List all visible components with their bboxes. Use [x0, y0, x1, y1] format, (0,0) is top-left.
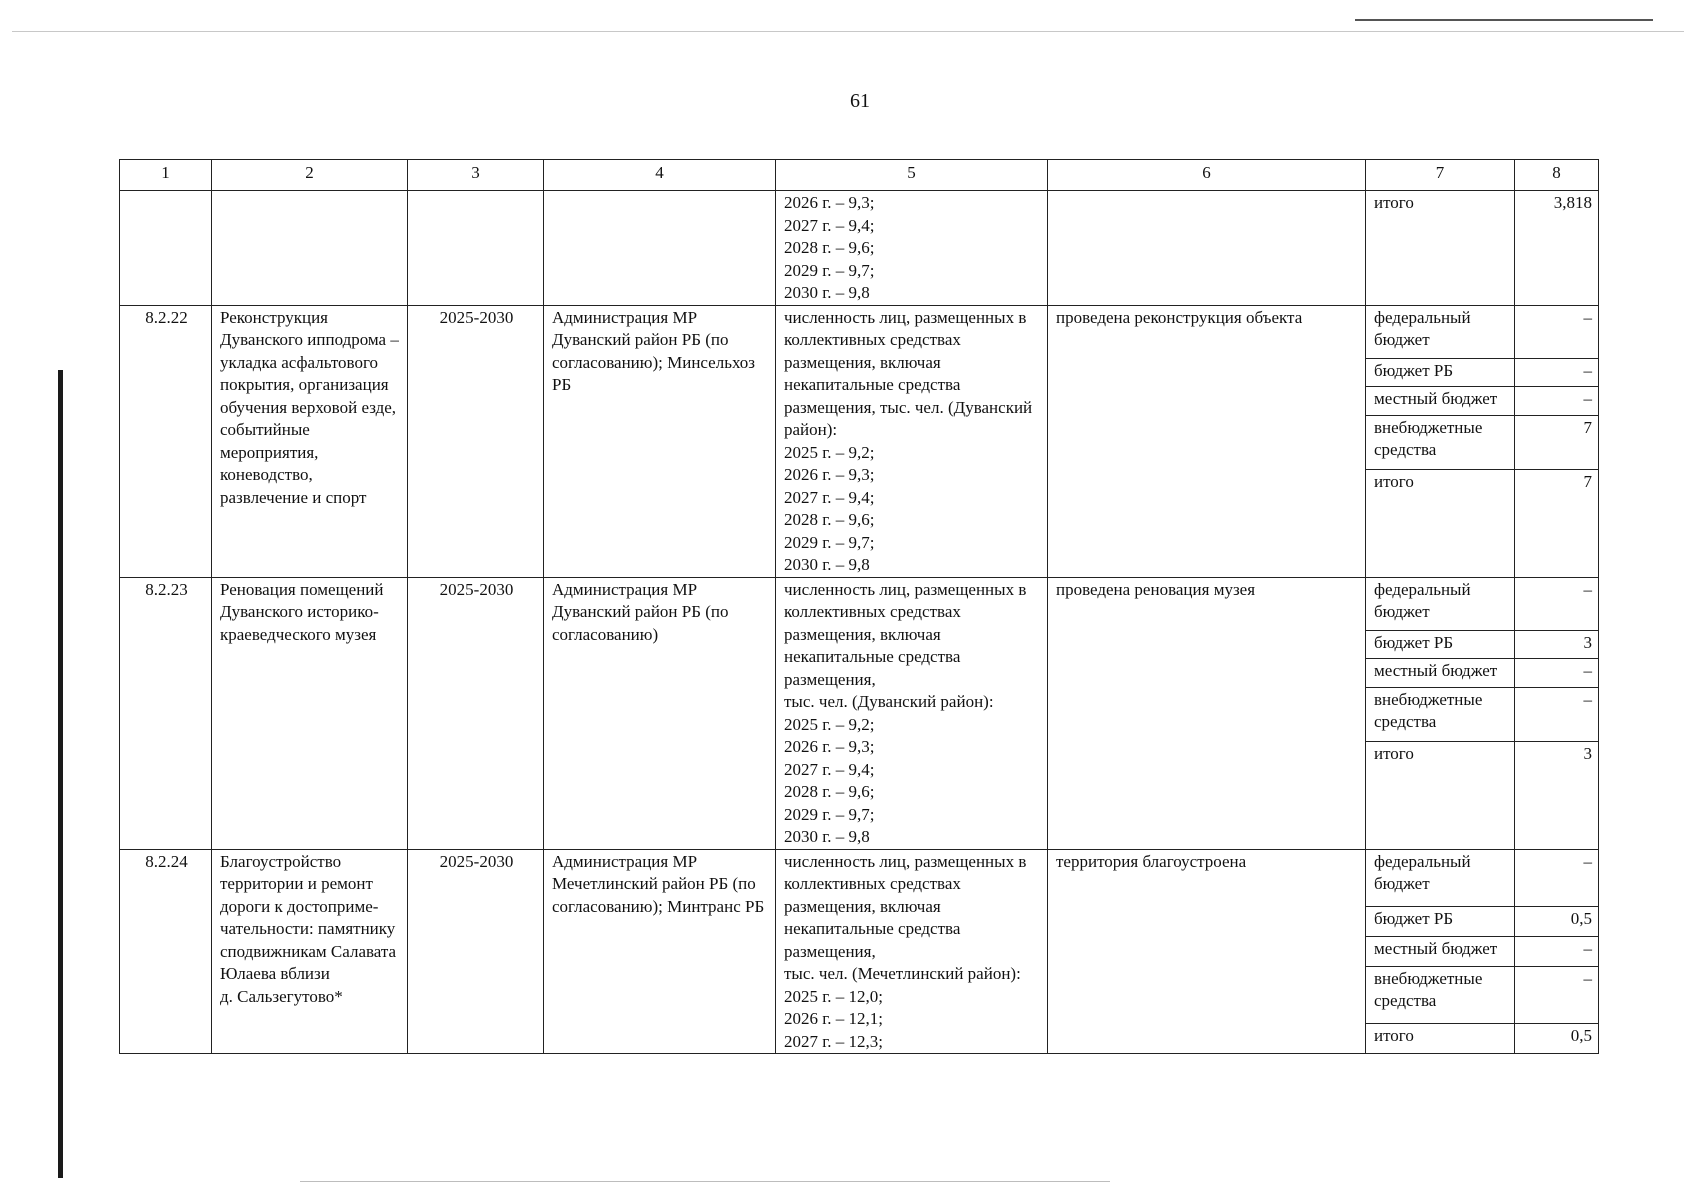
scan-artifact-bottom-line — [300, 1181, 1110, 1182]
funding-amount: 3,818 — [1515, 191, 1599, 306]
funding-source: федеральный бюджет — [1366, 849, 1515, 906]
table-row-continuation — [120, 191, 1599, 306]
table-row — [120, 849, 1599, 906]
funding-amount: 3 — [1515, 741, 1599, 849]
item-indicator: 2026 г. – 9,3; 2027 г. – 9,4; 2028 г. – 9,6; 2029 г. – 9,7; 2030 г. – 9,8 — [776, 191, 1048, 306]
funding-amount: – — [1515, 687, 1599, 741]
item-period: 2025-2030 — [408, 305, 544, 577]
item-name: Благоустройство территории и ремонт дороги к достоприме-чательности: памятнику сподвижникам Салавата Юлаева вблизи д. Сальзегутово* — [212, 849, 408, 1054]
item-indicator: численность лиц, размещенных в коллективных средствах размещения, включая некапитальные средства размещения, тыс. чел. (Дуванский район): 2025 г. – 9,2; 2026 г. – 9,3; 2027 г. – 9,4; 2028 г. – 9,6; 2029 г. – 9,7; 2030 г. – 9,8 — [776, 305, 1048, 577]
item-indicator: численность лиц, размещенных в коллективных средствах размещения, включая некапитальные средства размещения, тыс. чел. (Дуванский район): 2025 г. – 9,2; 2026 г. – 9,3; 2027 г. – 9,4; 2028 г. – 9,6; 2029 г. – 9,7; 2030 г. – 9,8 — [776, 577, 1048, 849]
item-executor — [544, 191, 776, 306]
column-number: 2 — [212, 160, 408, 191]
funding-amount: – — [1515, 305, 1599, 359]
scan-artifact-right-line — [1355, 19, 1653, 21]
funding-amount: – — [1515, 359, 1599, 387]
funding-source: внебюджетные средства — [1366, 415, 1515, 469]
funding-amount: – — [1515, 849, 1599, 906]
funding-source: федеральный бюджет — [1366, 577, 1515, 631]
item-number — [120, 191, 212, 306]
item-result: территория благоустроена — [1048, 849, 1366, 1054]
column-number-row — [120, 160, 1599, 191]
funding-source: итого — [1366, 1024, 1515, 1054]
item-name: Реконструкция Дуванского ипподрома – укладка асфальтового покрытия, организация обучения верховой езде, событийные мероприятия, коневодство, развлечение и спорт — [212, 305, 408, 577]
funding-source: внебюджетные средства — [1366, 687, 1515, 741]
column-number: 8 — [1515, 160, 1599, 191]
item-indicator: численность лиц, размещенных в коллективных средствах размещения, включая некапитальные средства размещения, тыс. чел. (Мечетлинский район): 2025 г. – 12,0; 2026 г. – 12,1; 2027 г. – 12,3; — [776, 849, 1048, 1054]
funding-source: итого — [1366, 469, 1515, 577]
funding-source: бюджет РБ — [1366, 359, 1515, 387]
column-number: 6 — [1048, 160, 1366, 191]
funding-amount: – — [1515, 387, 1599, 415]
item-number: 8.2.23 — [120, 577, 212, 849]
funding-source: итого — [1366, 191, 1515, 306]
funding-source: местный бюджет — [1366, 387, 1515, 415]
item-number: 8.2.24 — [120, 849, 212, 1054]
column-number: 3 — [408, 160, 544, 191]
item-number: 8.2.22 — [120, 305, 212, 577]
funding-amount: – — [1515, 659, 1599, 687]
funding-amount: – — [1515, 966, 1599, 1023]
funding-amount: 7 — [1515, 469, 1599, 577]
funding-amount: 0,5 — [1515, 1024, 1599, 1054]
funding-amount: – — [1515, 577, 1599, 631]
funding-source: итого — [1366, 741, 1515, 849]
item-name — [212, 191, 408, 306]
funding-source: местный бюджет — [1366, 659, 1515, 687]
column-number: 4 — [544, 160, 776, 191]
item-period: 2025-2030 — [408, 849, 544, 1054]
item-result: проведена реконструкция объекта — [1048, 305, 1366, 577]
item-period: 2025-2030 — [408, 577, 544, 849]
column-number: 5 — [776, 160, 1048, 191]
funding-source: внебюджетные средства — [1366, 966, 1515, 1023]
table-row — [120, 305, 1599, 359]
funding-source: федеральный бюджет — [1366, 305, 1515, 359]
funding-amount: 3 — [1515, 631, 1599, 659]
program-table — [119, 159, 1599, 1054]
scan-artifact-top-line — [12, 31, 1684, 32]
item-executor: Администрация МР Мечетлинский район РБ (по согласованию); Минтранс РБ — [544, 849, 776, 1054]
item-executor: Администрация МР Дуванский район РБ (по согласованию) — [544, 577, 776, 849]
funding-source: бюджет РБ — [1366, 631, 1515, 659]
funding-source: бюджет РБ — [1366, 906, 1515, 936]
item-name: Реновация помещений Дуванского историко-краеведческого музея — [212, 577, 408, 849]
item-result — [1048, 191, 1366, 306]
item-result: проведена реновация музея — [1048, 577, 1366, 849]
funding-amount: 0,5 — [1515, 906, 1599, 936]
page-number: 61 — [850, 90, 870, 112]
item-period — [408, 191, 544, 306]
funding-amount: – — [1515, 936, 1599, 966]
column-number: 7 — [1366, 160, 1515, 191]
column-number: 1 — [120, 160, 212, 191]
funding-amount: 7 — [1515, 415, 1599, 469]
funding-source: местный бюджет — [1366, 936, 1515, 966]
scan-artifact-left-edge — [58, 370, 63, 1178]
table-row — [120, 577, 1599, 631]
item-executor: Администрация МР Дуванский район РБ (по согласованию); Минсельхоз РБ — [544, 305, 776, 577]
